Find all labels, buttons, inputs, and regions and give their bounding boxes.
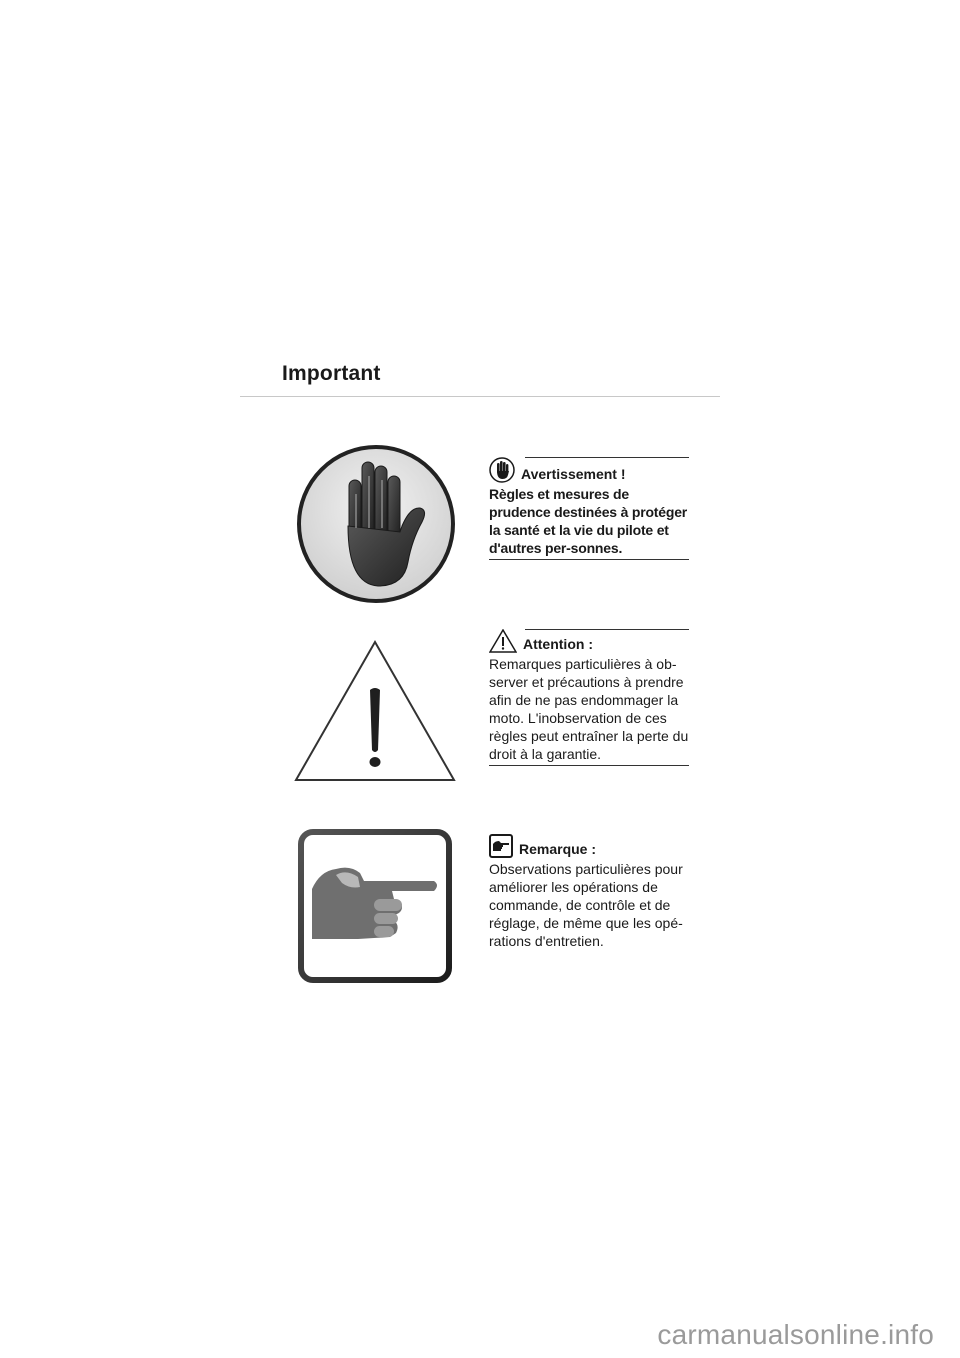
small-stop-hand-icon	[489, 457, 515, 483]
notice-note	[489, 835, 689, 950]
notice-note-text: Observations particulières pour améliorer les opérations de commande, de contrôle et de réglage, de même que les opé-rations d'entretien.	[489, 861, 683, 949]
notice-bottom-rule	[489, 559, 689, 560]
notice-warning-text: Règles et mesures de prudence destinées à protéger la santé et la vie du pilote et d'autres per-sonnes.	[489, 486, 688, 556]
small-pointing-hand-icon	[489, 834, 513, 858]
notice-caution-label: Attention :	[523, 636, 593, 652]
notice-bottom-rule	[489, 765, 689, 766]
pointing-hand-icon	[298, 829, 452, 983]
small-warning-triangle-icon	[489, 629, 517, 653]
notice-note-label: Remarque :	[519, 841, 597, 857]
title-divider	[240, 396, 720, 397]
notice-caution	[489, 629, 689, 766]
notice-caution-text: Remarques particulières à ob-server et précautions à prendre afin de ne pas endommager la moto. L'inobservation de ces règles peut entraîner la perte du droit à la garantie.	[489, 656, 689, 762]
watermark: carmanualsonline.info	[657, 1319, 934, 1350]
notice-warning-label: Avertissement !	[521, 466, 626, 482]
stop-hand-icon	[296, 444, 456, 604]
notice-warning	[489, 457, 689, 560]
warning-triangle-icon	[292, 638, 458, 784]
page-title: Important	[282, 362, 381, 385]
